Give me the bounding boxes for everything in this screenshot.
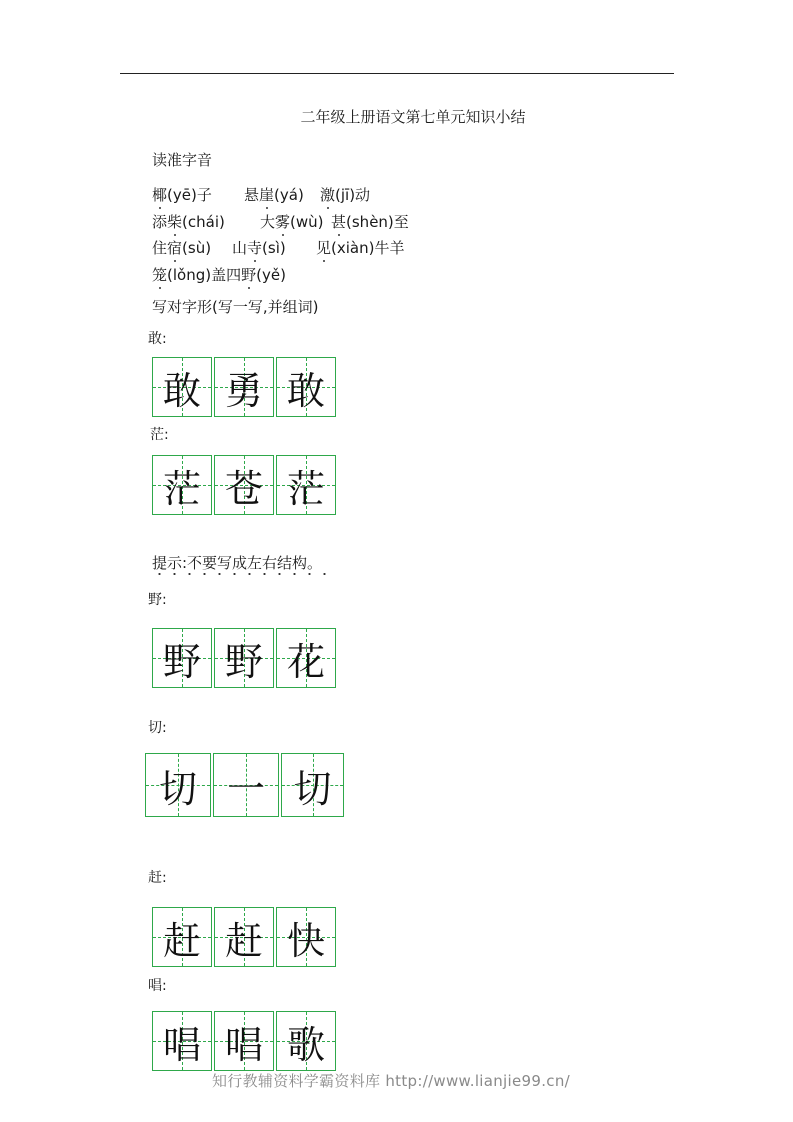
grid-cell: 茫 [276,455,336,515]
pinyin-item: 悬崖(yá) [244,186,304,204]
writing-grid [152,455,338,515]
grid-cell: 唱 [152,1011,212,1071]
char-label: 野: [148,592,167,608]
pinyin-item: 山寺(sì) [232,239,286,257]
pinyin-item: 激(jī)动 [320,186,371,204]
grid-cell: 唱 [214,1011,274,1071]
grid-cell: 野 [152,628,212,688]
pinyin-item: 见(xiàn)牛羊 [316,239,405,257]
pinyin-item: 大雾(wù) [260,213,324,231]
pinyin-item: 添柴(chái) [152,213,225,231]
grid-cell: 快 [276,907,336,967]
grid-cell: 歌 [276,1011,336,1071]
writing-grid [152,907,338,967]
tip-text: 提示:不要写成左右结构。 [152,554,323,572]
pinyin-item: 住宿(sù) [152,239,212,257]
char-label: 茫: [150,427,169,443]
char-label: 赶: [148,870,167,886]
writing-grid [145,753,346,817]
pinyin-item: 甚(shèn)至 [331,213,409,231]
grid-cell: 切 [281,753,344,817]
page-title: 二年级上册语文第七单元知识小结 [300,108,526,126]
grid-cell: 茫 [152,455,212,515]
grid-cell: 切 [145,753,211,817]
grid-cell: 赶 [214,907,274,967]
emphasis-dots [152,573,328,575]
char-label: 唱: [148,978,167,994]
pinyin-item: 椰(yē)子 [152,186,212,204]
grid-cell: 一 [213,753,279,817]
char-label: 敢: [148,331,167,347]
header-rule [120,73,674,74]
grid-cell: 敢 [152,357,212,417]
section-heading-writing: 写对字形(写一写,并组词) [152,298,319,316]
pinyin-row-1 [152,185,212,205]
writing-grid [152,628,338,688]
grid-cell: 苍 [214,455,274,515]
grid-cell: 花 [276,628,336,688]
pinyin-item: 笼(lǒng)盖四野(yě) [152,266,286,284]
char-label: 切: [148,720,167,736]
grid-cell: 赶 [152,907,212,967]
grid-cell: 敢 [276,357,336,417]
writing-grid [152,1011,338,1071]
grid-cell: 勇 [214,357,274,417]
section-heading-pronunciation: 读准字音 [152,151,213,169]
grid-cell: 野 [214,628,274,688]
writing-grid [152,357,338,417]
footer-watermark: 知行教辅资料学霸资料库 http://www.lianjie99.cn/ [212,1072,570,1090]
